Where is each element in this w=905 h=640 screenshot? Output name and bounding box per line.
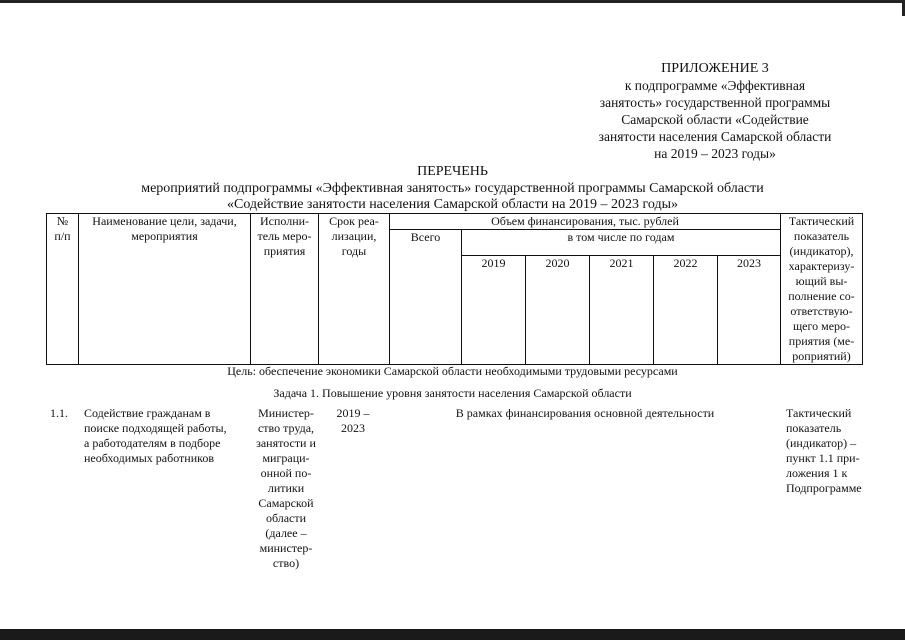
appendix-line: занятости населения Самарской области (598, 129, 832, 144)
header-funding: Объем финансирования, тыс. рублей (390, 214, 781, 230)
row-funding: В рамках финансирования основной деятельности (455, 406, 715, 420)
appendix-line: на 2019 – 2023 годы» (654, 146, 776, 161)
scan-edge-bottom (0, 629, 905, 640)
row-number: 1.1. (50, 406, 68, 420)
appendix-block (565, 60, 865, 162)
header-num: № п/п (47, 214, 79, 365)
row-measure-name: Содействие гражданам в поиске подходящей работы, а работодателям в подборе необходимых работников (84, 406, 227, 465)
document-title: ПЕРЕЧЕНЬ (417, 164, 488, 179)
document-subtitle-line2: «Содействие занятости населения Самарской области на 2019 – 2023 годы» (227, 197, 678, 212)
header-year-2019: 2019 (462, 256, 526, 365)
header-year-2021: 2021 (590, 256, 654, 365)
measures-table-header (46, 213, 863, 365)
header-year-2022: 2022 (654, 256, 718, 365)
header-name: Наименование цели, задачи, мероприятия (79, 214, 251, 365)
header-executor: Исполни- тель меро- приятия (251, 214, 319, 365)
header-indicator: Тактический показатель (индикатор), характеризу- ющий вы- полнение со- ответствую- щего меро- приятия (ме- роприятий) (781, 214, 863, 365)
document-subtitle-line1: мероприятий подпрограммы «Эффективная занятость» государственной программы Самарской области (141, 181, 764, 196)
header-total: Всего (390, 230, 462, 365)
scan-edge-top (0, 0, 905, 3)
task-text: Задача 1. Повышение уровня занятости населения Самарской области (273, 386, 632, 400)
row-executor: Министер- ство труда, занятости и миграци- онной по- литики Самарской области (далее – министер- ство) (256, 406, 316, 570)
appendix-title: ПРИЛОЖЕНИЕ 3 (661, 61, 769, 76)
appendix-line: занятость» государственной программы (599, 95, 831, 110)
appendix-line: Самарской области «Содействие (621, 112, 809, 127)
row-indicator: Тактический показатель (индикатор) – пункт 1.1 при- ложения 1 к Подпрограмме (786, 406, 862, 495)
goal-text: Цель: обеспечение экономики Самарской области необходимыми трудовыми ресурсами (227, 364, 678, 378)
header-year-2023: 2023 (718, 256, 781, 365)
header-year-2020: 2020 (526, 256, 590, 365)
row-term: 2019 – 2023 (336, 406, 370, 435)
header-term: Срок реа- лизации, годы (319, 214, 390, 365)
appendix-line: к подпрограмме «Эффективная (624, 78, 806, 93)
header-by-years: в том числе по годам (462, 230, 781, 256)
